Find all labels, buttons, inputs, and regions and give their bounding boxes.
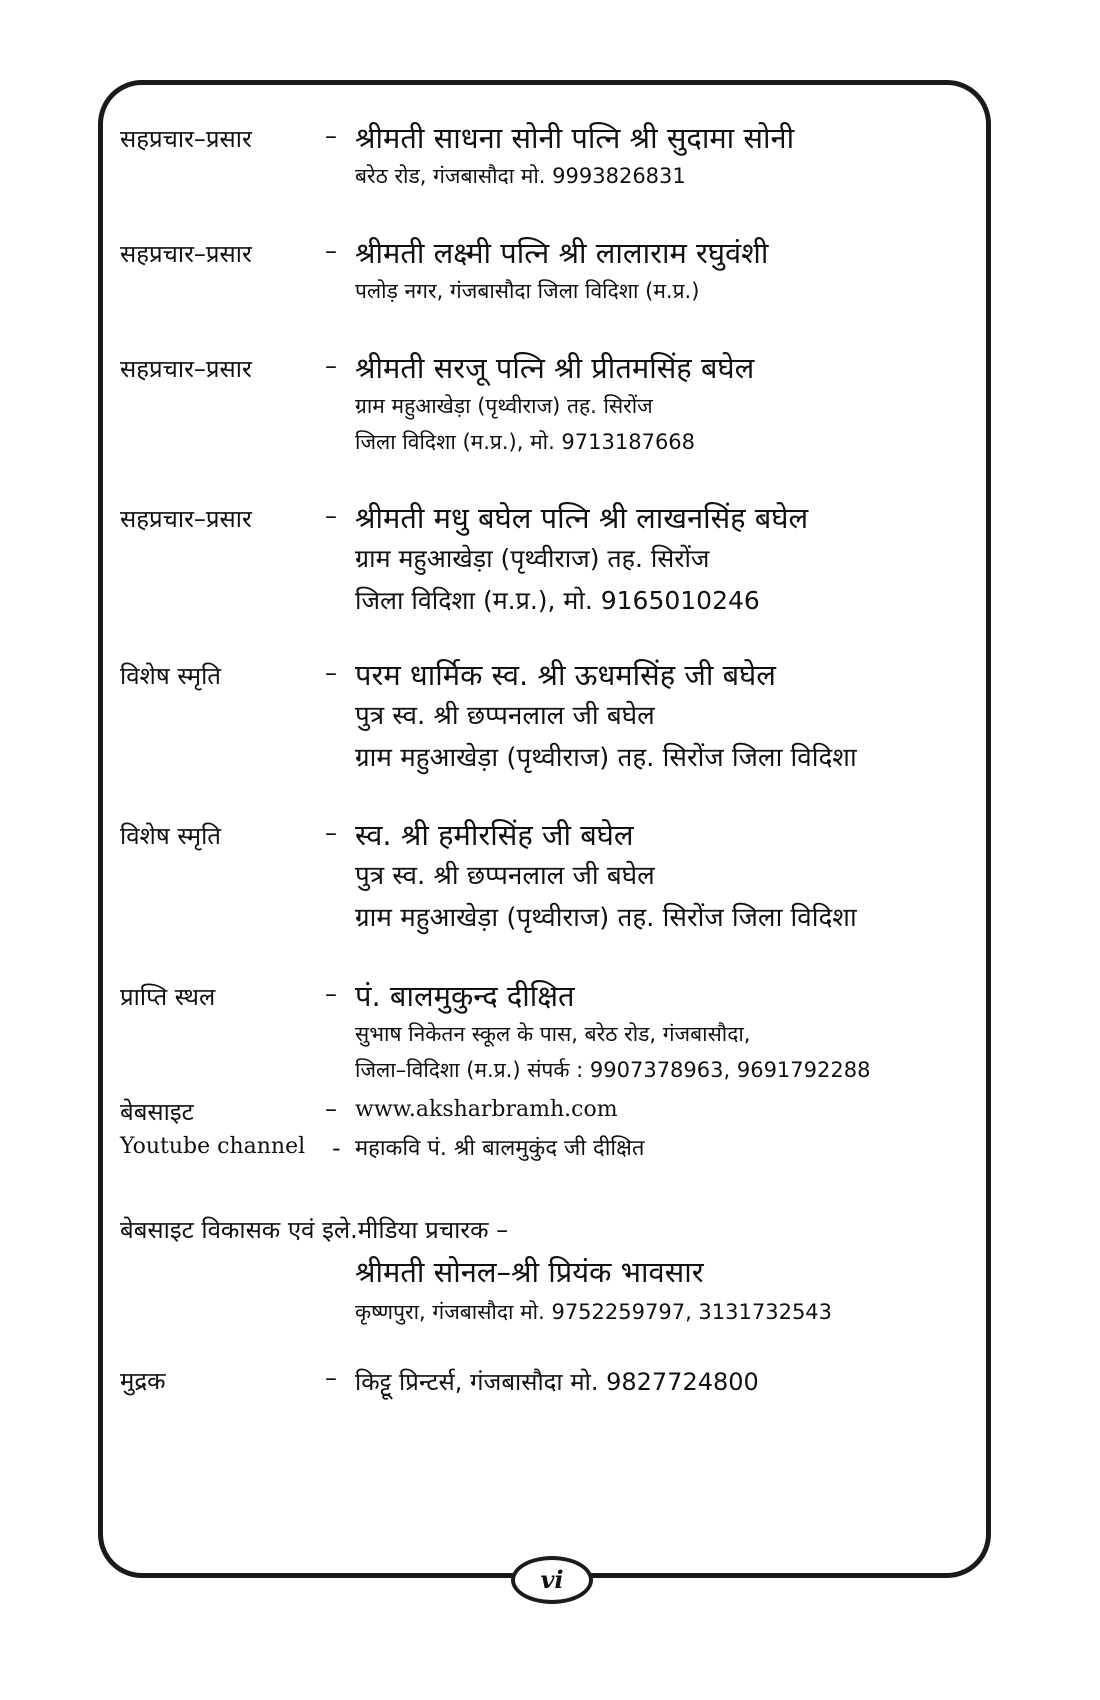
entry-name: श्रीमती सरजू पत्नि श्री प्रीतमसिंह बघेल	[355, 351, 755, 385]
entry-role-label: विशेष स्मृति	[120, 822, 221, 850]
availability-entry	[120, 976, 980, 1088]
entry-dash: –	[325, 352, 337, 380]
entry-address-line: पुत्र स्व. श्री छप्पनलाल जी बघेल	[355, 861, 655, 891]
entry-address-line: ग्राम महुआखेड़ा (पृथ्वीराज) तह. सिरोंज जिला विदिशा	[355, 743, 857, 773]
developer-heading: बेबसाइट विकासक एवं इले.मीडिया प्रचारक –	[120, 1216, 509, 1244]
entry-address-line: पुत्र स्व. श्री छप्पनलाल जी बघेल	[355, 701, 655, 731]
entry-role-label: सहप्रचार–प्रसार	[120, 125, 252, 153]
entry-name: परम धार्मिक स्व. श्री ऊधमसिंह जी बघेल	[355, 658, 776, 692]
entry-name: स्व. श्री हमीरसिंह जी बघेल	[355, 818, 634, 852]
memorial-entry-1	[120, 655, 980, 779]
entry-role-label: सहप्रचार–प्रसार	[120, 505, 252, 533]
entry-dash: –	[325, 122, 337, 150]
entry-dash: –	[325, 1364, 337, 1392]
entry-dash: –	[325, 1095, 337, 1123]
entry-name: पं. बालमुकुन्द दीक्षित	[355, 979, 575, 1013]
entry-address-line: ग्राम महुआखेड़ा (पृथ्वीराज) तह. सिरोंज	[355, 544, 710, 573]
entry-address-line: जिला विदिशा (म.प्र.), मो. 9165010246	[355, 586, 760, 615]
website-label: बेबसाइट	[120, 1098, 194, 1126]
sponsor-entry-2	[120, 233, 980, 309]
entry-dash: –	[325, 659, 337, 687]
printer-value: किट्टू प्रिन्टर्स, गंजबासौदा मो. 9827724800	[355, 1368, 759, 1396]
entry-address-line: पलोड़ नगर, गंजबासौदा जिला विदिशा (म.प्र.)	[355, 279, 700, 303]
sponsor-entry-4	[120, 498, 980, 622]
entry-address-line: ग्राम महुआखेड़ा (पृथ्वीराज) तह. सिरोंज जिला विदिशा	[355, 903, 857, 933]
entry-dash: –	[325, 237, 337, 265]
entry-dash: –	[325, 980, 337, 1008]
youtube-label: Youtube channel	[120, 1134, 306, 1159]
entry-role-label: सहप्रचार–प्रसार	[120, 240, 252, 268]
developer-entry	[120, 1210, 980, 1330]
entry-role-label: प्राप्ति स्थल	[120, 983, 216, 1011]
entry-address-line: बरेठ रोड, गंजबासौदा मो. 9993826831	[355, 164, 686, 188]
youtube-channel-name: महाकवि पं. श्री बालमुकुंद जी दीक्षित	[355, 1136, 645, 1161]
developer-address: कृष्णपुरा, गंजबासौदा मो. 9752259797, 3131732543	[355, 1300, 833, 1324]
entry-address-line: ग्राम महुआखेड़ा (पृथ्वीराज) तह. सिरोंज	[355, 394, 653, 418]
sponsor-entry-3	[120, 348, 980, 460]
website-entry	[120, 1093, 980, 1127]
page-number: vi	[511, 1556, 593, 1604]
sponsor-entry-1	[120, 118, 980, 194]
website-link[interactable]: www.aksharbramh.com	[355, 1097, 618, 1122]
printer-label: मुद्रक	[120, 1367, 166, 1395]
entry-address-line: जिला–विदिशा (म.प्र.) संपर्क : 9907378963, 9691792288	[355, 1058, 871, 1082]
printer-entry	[120, 1362, 980, 1402]
entry-address-line: सुभाष निकेतन स्कूल के पास, बरेठ रोड, गंजबासौदा,	[355, 1022, 751, 1046]
youtube-entry	[120, 1132, 980, 1166]
memorial-entry-2	[120, 815, 980, 939]
developer-name: श्रीमती सोनल–श्री प्रियंक भावसार	[355, 1255, 704, 1289]
entry-dash: -	[332, 1134, 341, 1162]
entry-address-line: जिला विदिशा (म.प्र.), मो. 9713187668	[355, 430, 696, 454]
entry-role-label: विशेष स्मृति	[120, 662, 221, 690]
entry-name: श्रीमती मधु बघेल पत्नि श्री लाखनसिंह बघेल	[355, 501, 809, 535]
entry-name: श्रीमती साधना सोनी पत्नि श्री सुदामा सोनी	[355, 121, 795, 155]
entry-role-label: सहप्रचार–प्रसार	[120, 355, 252, 383]
entry-name: श्रीमती लक्ष्मी पत्नि श्री लालाराम रघुवंशी	[355, 236, 769, 270]
entry-dash: –	[325, 819, 337, 847]
entry-dash: –	[325, 502, 337, 530]
